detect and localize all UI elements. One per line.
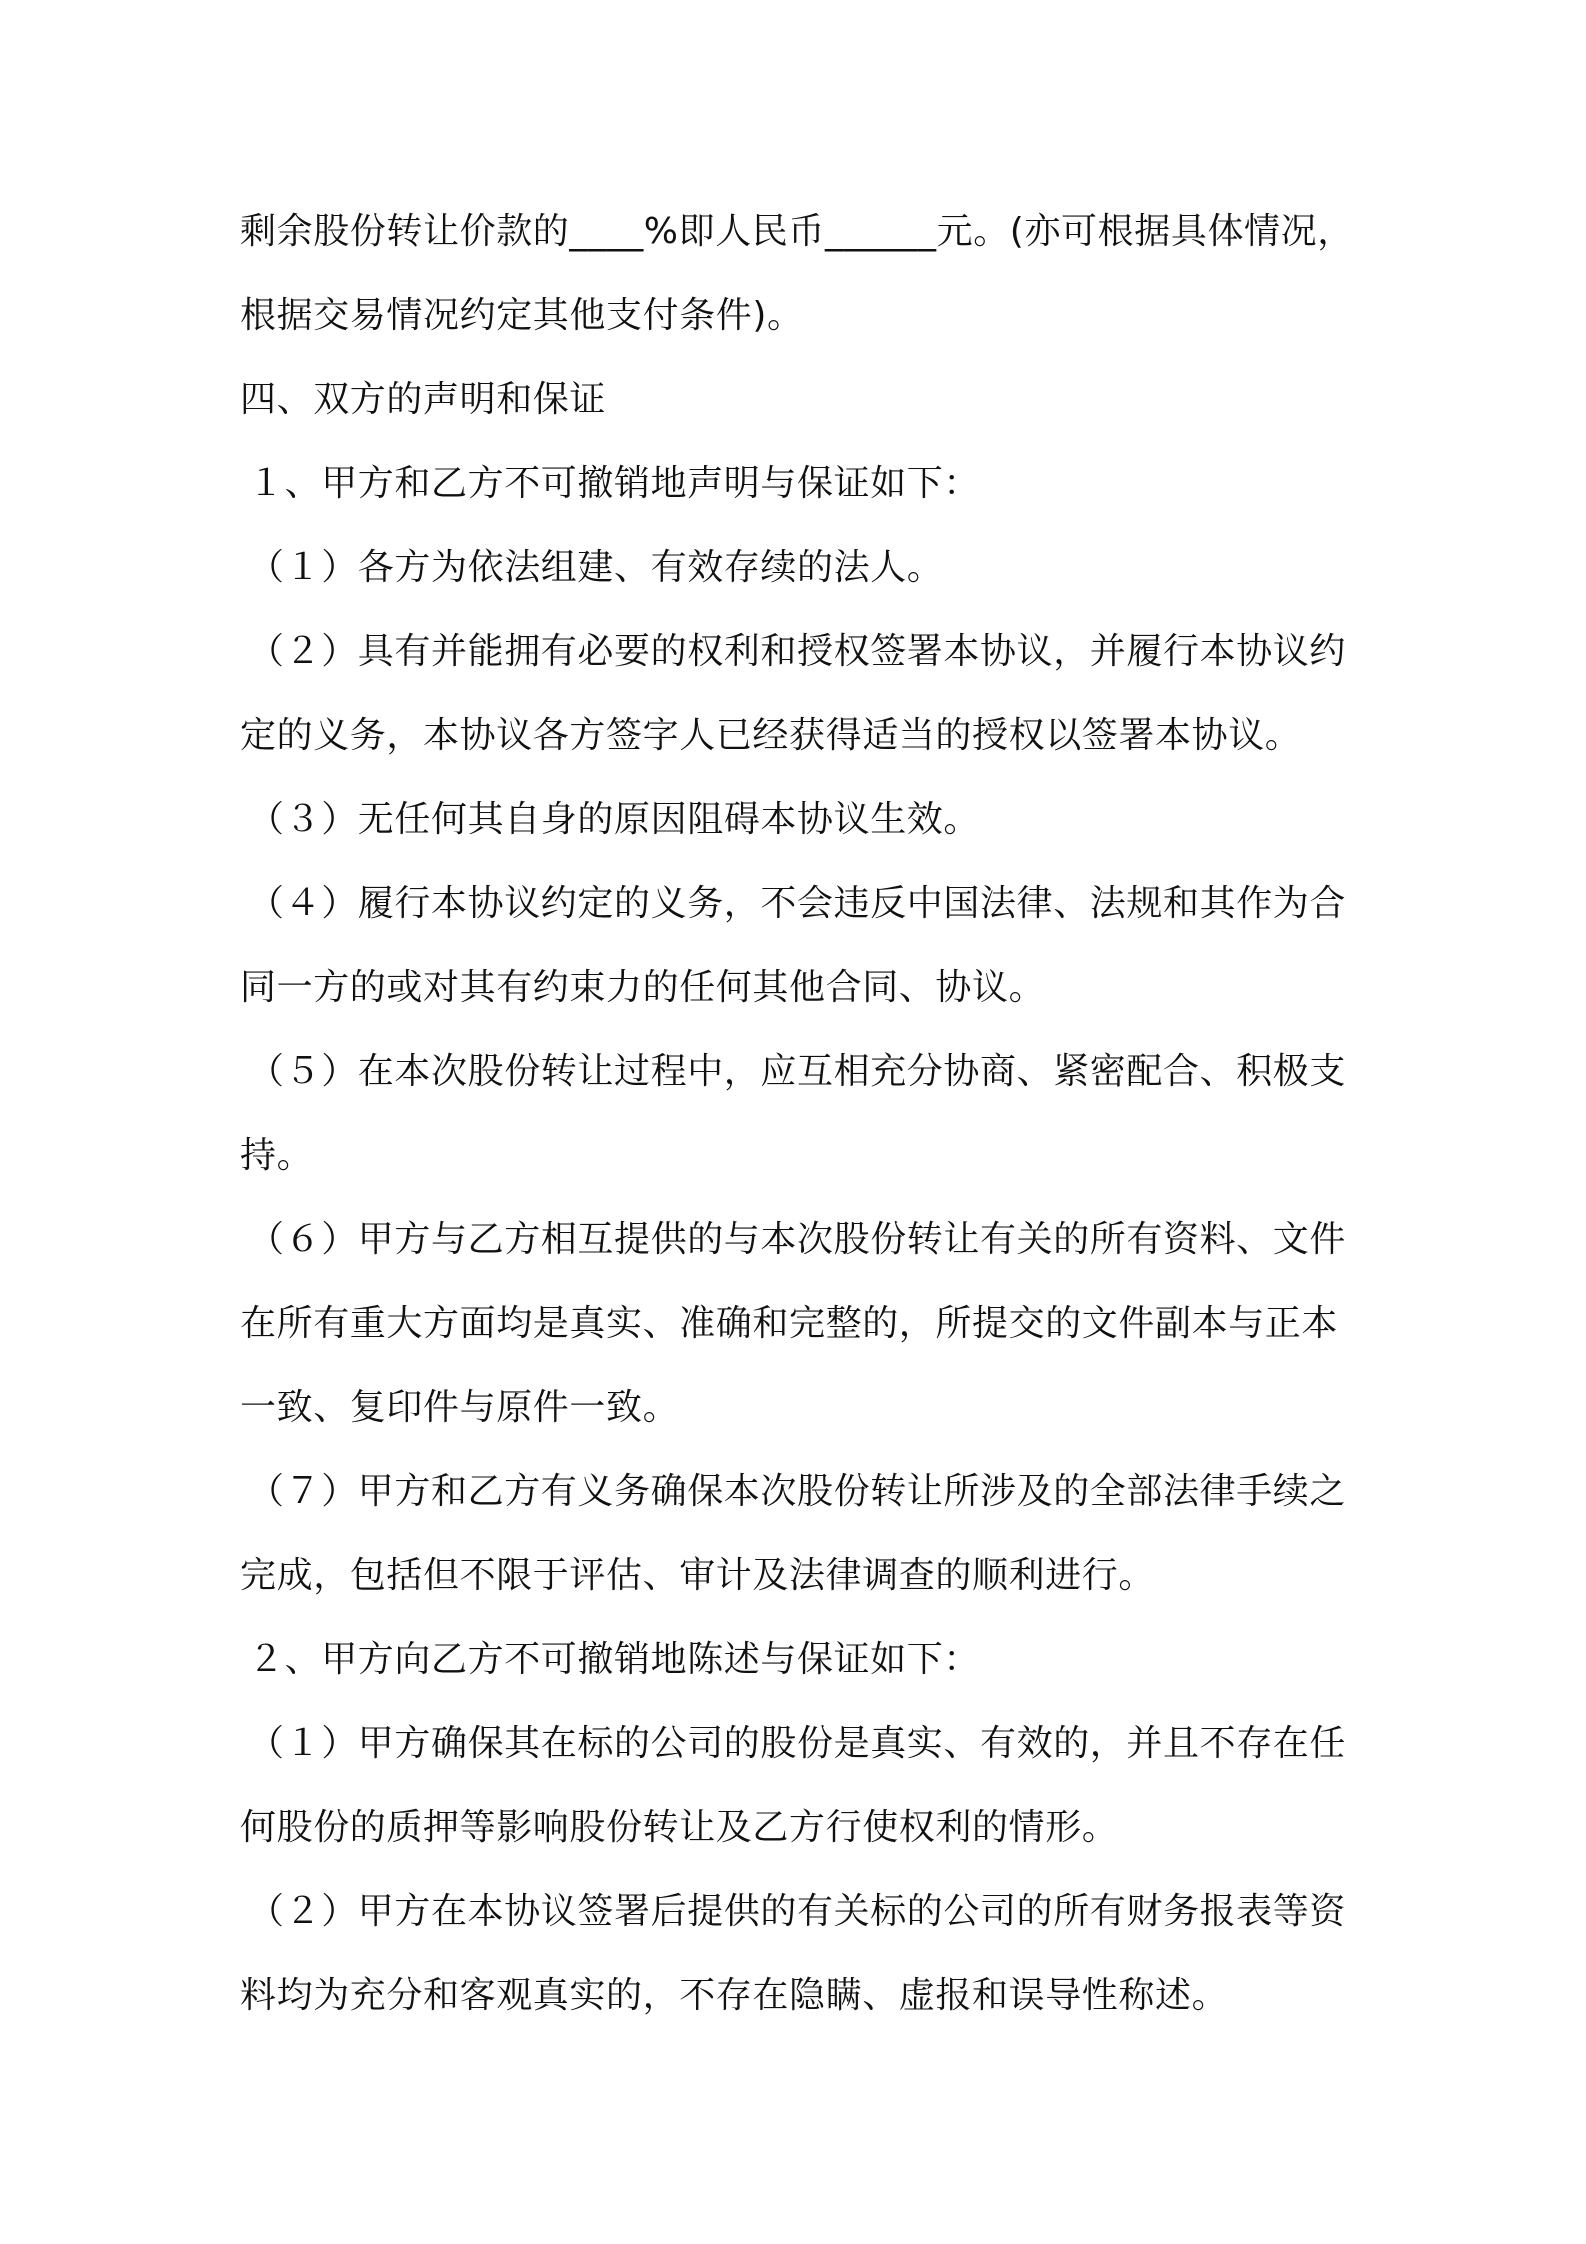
text-line: 剩余股份转让价款的____%即人民币______元。(亦可根据具体情况， [240, 211, 1354, 252]
section-heading: 四、双方的声明和保证 [240, 379, 607, 420]
clause-heading: １、甲方和乙方不可撤销地声明与保证如下： [248, 463, 981, 504]
document-body [240, 190, 1370, 2038]
text-line: 一致、复印件与原件一致。 [240, 1387, 680, 1428]
text-line: 何股份的质押等影响股份转让及乙方行使权利的情形。 [240, 1807, 1119, 1848]
text-line: （１）各方为依法组建、有效存续的法人。 [248, 547, 944, 588]
text-line: 根据交易情况约定其他支付条件)。 [240, 295, 804, 336]
text-line: 完成，包括但不限于评估、审计及法律调查的顺利进行。 [240, 1555, 1156, 1596]
text-line: （２）甲方在本协议签署后提供的有关标的公司的所有财务报表等资 [248, 1891, 1347, 1932]
text-line: （２）具有并能拥有必要的权利和授权签署本协议，并履行本协议约 [248, 631, 1347, 672]
text-line: 同一方的或对其有约束力的任何其他合同、协议。 [240, 967, 1046, 1008]
text-line: 料均为充分和客观真实的，不存在隐瞒、虚报和误导性称述。 [240, 1975, 1229, 2016]
clause-heading: ２、甲方向乙方不可撤销地陈述与保证如下： [248, 1639, 981, 1680]
text-line: （３）无任何其自身的原因阻碍本协议生效。 [248, 799, 981, 840]
text-line: 持。 [240, 1135, 314, 1176]
text-line: （６）甲方与乙方相互提供的与本次股份转让有关的所有资料、文件 [248, 1219, 1347, 1260]
text-line: 在所有重大方面均是真实、准确和完整的，所提交的文件副本与正本 [240, 1303, 1339, 1344]
text-line: （５）在本次股份转让过程中，应互相充分协商、紧密配合、积极支 [248, 1051, 1347, 1092]
text-line: （４）履行本协议约定的义务，不会违反中国法律、法规和其作为合 [248, 883, 1347, 924]
text-line: （１）甲方确保其在标的公司的股份是真实、有效的，并且不存在任 [248, 1723, 1347, 1764]
text-line: （７）甲方和乙方有义务确保本次股份转让所涉及的全部法律手续之 [248, 1471, 1347, 1512]
text-line: 定的义务，本协议各方签字人已经获得适当的授权以签署本协议。 [240, 715, 1302, 756]
